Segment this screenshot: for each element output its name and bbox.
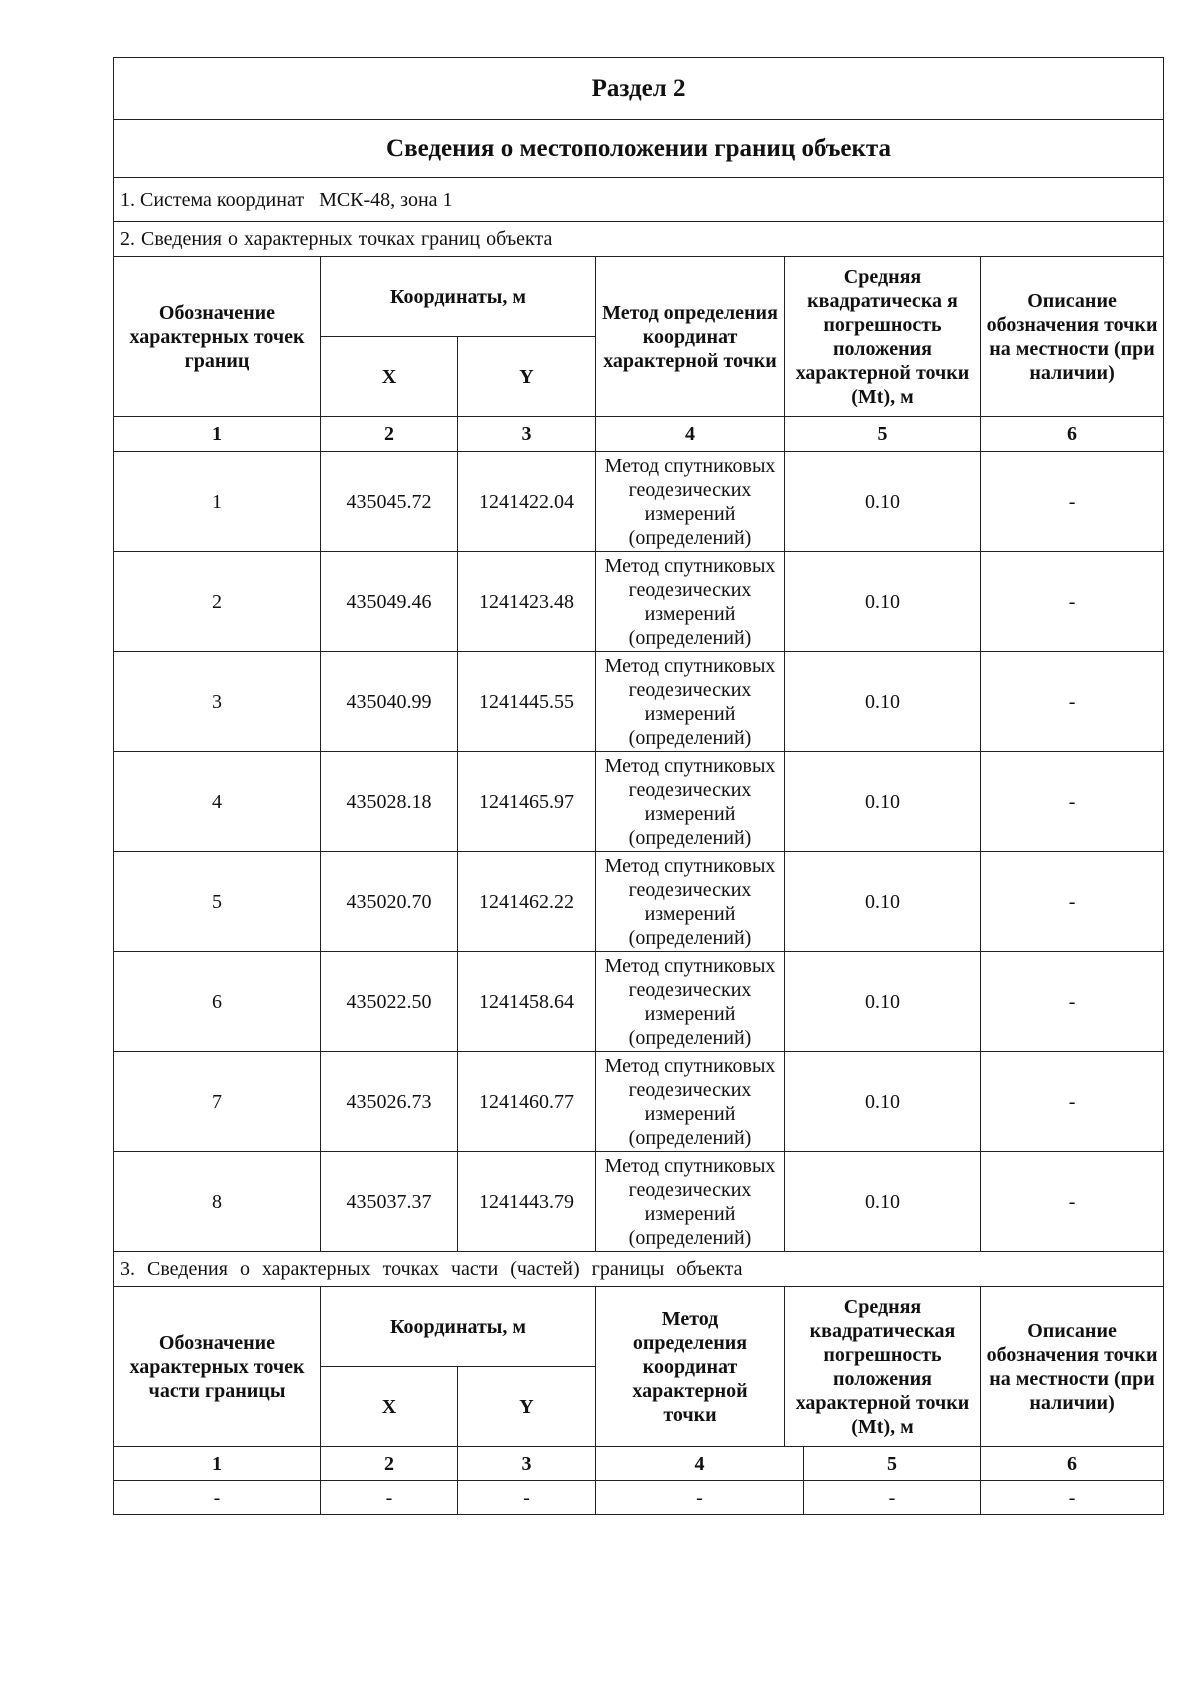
t1-header-error: Средняя квадратическа я погрешность положения характерной точки (Mt), м: [785, 257, 981, 417]
t2-header-method: Метод определения координат характерной точки: [596, 1287, 785, 1447]
cell-y: 1241460.77: [458, 1052, 596, 1152]
section-subtitle: Сведения о местоположении границ объекта: [114, 120, 1164, 178]
t2-colnum: 5: [804, 1447, 981, 1481]
cell-description: -: [981, 1052, 1164, 1152]
table-row: [114, 1481, 1164, 1515]
cell-method: Метод спутниковых геодезических измерений (определений): [596, 552, 785, 652]
cell-error: 0.10: [785, 1052, 981, 1152]
cell-error: 0.10: [785, 852, 981, 952]
table-row: [114, 952, 1164, 1052]
cell-y: 1241422.04: [458, 452, 596, 552]
section2-label: 2. Сведения о характерных точках границ объекта: [114, 222, 1164, 257]
cell-y: -: [458, 1481, 596, 1515]
cell-method: Метод спутниковых геодезических измерений (определений): [596, 1052, 785, 1152]
table-row: [114, 552, 1164, 652]
t1-header-coords: Координаты, м: [321, 257, 596, 337]
cell-point: 6: [114, 952, 321, 1052]
cell-point: 3: [114, 652, 321, 752]
cell-description: -: [981, 1481, 1164, 1515]
table-row: [114, 1052, 1164, 1152]
t2-header-x: X: [321, 1367, 458, 1447]
cell-y: 1241443.79: [458, 1152, 596, 1252]
cell-point: 1: [114, 452, 321, 552]
cell-x: 435020.70: [321, 852, 458, 952]
cell-description: -: [981, 1152, 1164, 1252]
t2-header-point: Обозначение характерных точек части границы: [114, 1287, 321, 1447]
cell-x: 435037.37: [321, 1152, 458, 1252]
cell-error: 0.10: [785, 552, 981, 652]
cell-x: 435049.46: [321, 552, 458, 652]
t1-header-point: Обозначение характерных точек границ: [114, 257, 321, 417]
cell-point: 2: [114, 552, 321, 652]
cell-description: -: [981, 652, 1164, 752]
t1-colnum: 4: [596, 417, 785, 452]
cell-description: -: [981, 752, 1164, 852]
t1-col-numbers: [114, 417, 1164, 452]
cell-method: Метод спутниковых геодезических измерений (определений): [596, 652, 785, 752]
cell-y: 1241423.48: [458, 552, 596, 652]
cell-x: 435022.50: [321, 952, 458, 1052]
t2-colnum: 2: [321, 1447, 458, 1481]
t2-header-coords: Координаты, м: [321, 1287, 596, 1367]
cell-description: -: [981, 952, 1164, 1052]
t1-body: [114, 452, 1164, 1252]
t2-colnum: 1: [114, 1447, 321, 1481]
t2-header-error: Средняя квадратическая погрешность положения характерной точки (Mt), м: [785, 1287, 981, 1447]
t2-col-numbers: [114, 1447, 1164, 1481]
coordinate-system-value: МСК-48, зона 1: [319, 188, 453, 211]
coordinate-system-label: 1. Система координат: [120, 188, 305, 211]
t2-colnum: 3: [458, 1447, 596, 1481]
section-title: Раздел 2: [114, 58, 1164, 120]
t1-colnum: 1: [114, 417, 321, 452]
t1-colnum: 5: [785, 417, 981, 452]
table-row: [114, 752, 1164, 852]
t2-header-description: Описание обозначения точки на местности (при наличии): [981, 1287, 1164, 1447]
cell-method: -: [596, 1481, 804, 1515]
t2-body: [114, 1481, 1164, 1515]
cell-method: Метод спутниковых геодезических измерений (определений): [596, 752, 785, 852]
cell-y: 1241445.55: [458, 652, 596, 752]
cell-point: 5: [114, 852, 321, 952]
cell-description: -: [981, 852, 1164, 952]
cell-error: 0.10: [785, 1152, 981, 1252]
cell-x: 435045.72: [321, 452, 458, 552]
cell-point: 4: [114, 752, 321, 852]
cell-description: -: [981, 552, 1164, 652]
main-table: [113, 57, 1164, 1515]
t2-colnum: 6: [981, 1447, 1164, 1481]
cell-x: -: [321, 1481, 458, 1515]
cell-x: 435040.99: [321, 652, 458, 752]
t2-header-y: Y: [458, 1367, 596, 1447]
cell-method: Метод спутниковых геодезических измерений (определений): [596, 952, 785, 1052]
cell-method: Метод спутниковых геодезических измерений (определений): [596, 1152, 785, 1252]
cell-method: Метод спутниковых геодезических измерений (определений): [596, 452, 785, 552]
table-row: [114, 652, 1164, 752]
cell-error: 0.10: [785, 952, 981, 1052]
cell-method: Метод спутниковых геодезических измерений (определений): [596, 852, 785, 952]
section3-label: 3. Сведения о характерных точках части (частей) границы объекта: [114, 1252, 1164, 1287]
t2-colnum: 4: [596, 1447, 804, 1481]
t1-colnum: 6: [981, 417, 1164, 452]
cell-x: 435028.18: [321, 752, 458, 852]
cell-point: -: [114, 1481, 321, 1515]
cell-y: 1241462.22: [458, 852, 596, 952]
cell-description: -: [981, 452, 1164, 552]
t1-header-y: Y: [458, 337, 596, 417]
cell-error: -: [804, 1481, 981, 1515]
cell-error: 0.10: [785, 652, 981, 752]
table-row: [114, 452, 1164, 552]
cell-y: 1241458.64: [458, 952, 596, 1052]
cell-error: 0.10: [785, 452, 981, 552]
t1-colnum: 3: [458, 417, 596, 452]
cell-y: 1241465.97: [458, 752, 596, 852]
table-row: [114, 852, 1164, 952]
cell-point: 8: [114, 1152, 321, 1252]
t1-header-x: X: [321, 337, 458, 417]
cell-point: 7: [114, 1052, 321, 1152]
table-row: [114, 1152, 1164, 1252]
coordinate-system-row: [114, 178, 1164, 222]
cell-error: 0.10: [785, 752, 981, 852]
t1-header-description: Описание обозначения точки на местности (при наличии): [981, 257, 1164, 417]
document-page: [113, 57, 1158, 1515]
t1-header-method: Метод определения координат характерной точки: [596, 257, 785, 417]
t1-colnum: 2: [321, 417, 458, 452]
cell-x: 435026.73: [321, 1052, 458, 1152]
